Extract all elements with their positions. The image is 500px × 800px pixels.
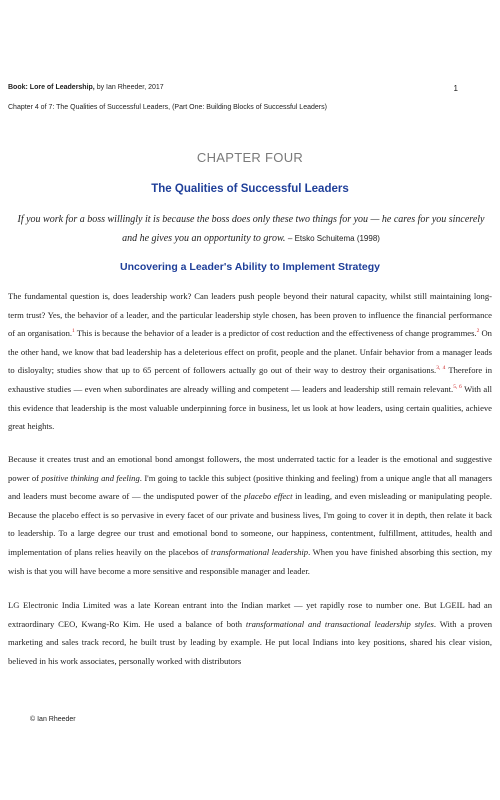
p1-text-d: Therefore in exhaustive studies — even when subordinates are already willing and competent — leaders and leadership still remain relevant. — [8, 365, 492, 394]
book-header — [8, 84, 492, 91]
p2-text-b: . I'm going to tackle this subject (positive thinking and feeling) from a unique angle that all managers and leaders must become aware of — the undisputed power of the — [8, 472, 492, 502]
p1-text-e: With all this evidence that leadership is the most valuable underpinning force in business, let us look at how leaders, using certain qualities, achieve great heights. — [8, 383, 493, 432]
p2-text-a: Because it creates trust and an emotional bond amongst followers, the most underrated tactic for a leader is the emotional and suggestive power of — [8, 454, 492, 483]
copyright-footer: © Ian Rheeder — [30, 716, 76, 723]
p2-emphasis: placebo effect — [244, 491, 293, 502]
p3-text-b: . With a proven marketing and sales track record, he built trust by leading by example. He put local Indians into key positions, shared his clear vision, believed in his work associates, personally worked with distributors — [8, 618, 492, 666]
quote-attribution: – Etsko Schuitema (1998) — [287, 234, 380, 243]
chapter-title: The Qualities of Successful Leaders — [151, 183, 349, 195]
quote-text: If you work for a boss willingly it is because the boss does only these two things for you — he cares for you sincerely and he gives you an opportunity to grow. — [17, 214, 485, 244]
paragraph-3 — [8, 596, 492, 670]
p3-emphasis: transformational and transactional leadership styles — [245, 618, 434, 629]
p3-text-a: LG Electronic India Limited was a late Korean entrant into the Indian market — yet rapidly rose to number one. But LGEIL had an extraordinary CEO, Kwang-Ro Kim. He used a balance of both — [8, 600, 492, 629]
p2-emphasis: positive thinking and feeling — [41, 472, 140, 483]
paragraph-2 — [8, 450, 492, 580]
p1-text-a: The fundamental question is, does leadership work? Can leaders push people beyond their natural capacity, whilst still maintaining long-term trust? Yes, the behavior of a leader, and the particular leadership style chosen, has been proven to influence the financial performance of an organisation. — [8, 291, 492, 339]
epigraph-quote — [16, 210, 486, 248]
book-title: Lore of Leadership, — [29, 84, 95, 91]
p1-text-b: This is because the behavior of a leader is a predictor of cost reduction and the effectiveness of change programmes. — [74, 328, 477, 339]
footnote-ref[interactable]: 5, 6 — [453, 384, 462, 391]
book-label: Book: — [8, 84, 28, 91]
p2-text-c: in leading, and even misleading or manipulating people. Because the placebo effect is so pervasive in every facet of our private and business lives, I'm going to cover it in depth, then relate it back to leadership. To a large degree our trust and emotional bond to someone, our happiness, contentment, fulfillment, attitudes, health and implementation of plans relies heavily on the placebos of — [8, 491, 492, 557]
p2-text-d: . When you have finished absorbing this section, my wish is that you will have become a more sensitive and responsible manager and leader. — [8, 546, 493, 576]
footnote-ref[interactable]: 3, 4 — [436, 365, 446, 372]
p1-text-c: On the other hand, we know that bad leadership has a deleterious effect on profit, people and the planet. Unfair behavior from a manager leads to disloyalty; studies show that up to 65 percent of followers actually go out of their way to destroy their organisations. — [8, 328, 492, 376]
book-author: by Ian Rheeder, 2017 — [96, 84, 164, 91]
footnote-ref[interactable]: 2 — [476, 328, 480, 335]
chapter-heading: CHAPTER FOUR — [196, 150, 304, 165]
chapter-line: Chapter 4 of 7: The Qualities of Successful Leaders, (Part One: Building Blocks of Successful Leaders) — [8, 104, 327, 111]
page-number: 1 — [453, 84, 458, 93]
p2-emphasis: transformational leadership — [210, 546, 309, 557]
section-title: Uncovering a Leader's Ability to Implement Strategy — [119, 261, 380, 273]
paragraph-1 — [8, 287, 492, 436]
footnote-ref[interactable]: 1 — [72, 328, 75, 335]
